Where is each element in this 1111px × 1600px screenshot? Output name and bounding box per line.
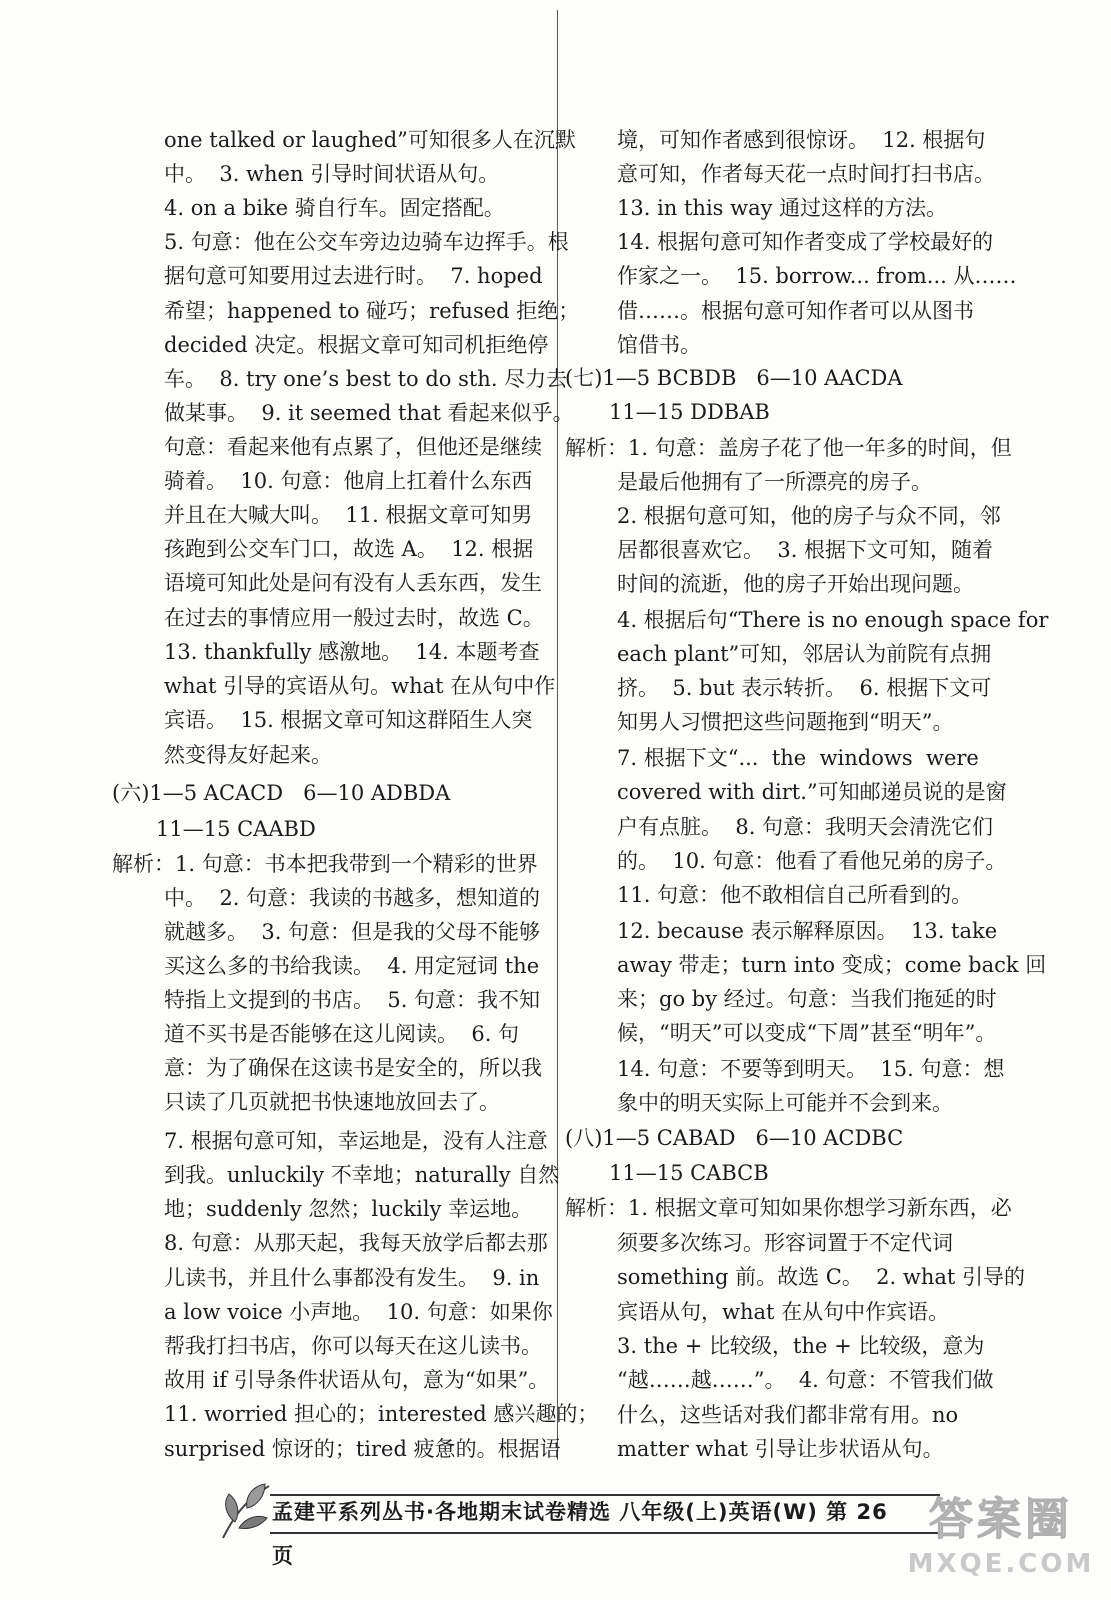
answer-line: 意：为了确保在这读书是安全的，所以我	[164, 1056, 542, 1080]
answer-line: a low voice 小声地。 10. 句意：如果你	[164, 1300, 553, 1324]
answer-line: 馆借书。	[617, 333, 701, 357]
answer-line: 孩跑到公交车门口，故选 A。 12. 根据	[164, 537, 534, 561]
answer-line: 做某事。 9. it seemed that 看起来似乎。	[164, 401, 574, 425]
answer-line: 在过去的事情应用一般过去时，故选 C。	[164, 606, 544, 630]
answer-line: 解析：1. 根据文章可知如果你想学习新东西，必	[565, 1196, 1012, 1220]
answer-line: 13. in this way 通过这样的方法。	[617, 196, 948, 220]
answer-line: 4. on a bike 骑自行车。固定搭配。	[164, 196, 505, 220]
answer-line: 解析：1. 句意：盖房子花了他一年多的时间，但	[565, 436, 1012, 460]
answer-line: 什么，这些话对我们都非常有用。no	[617, 1403, 959, 1427]
answer-line: 3. the + 比较级，the + 比较级，意为	[617, 1334, 985, 1358]
page-footer	[210, 1490, 910, 1568]
answer-line: 7. 根据句意可知，幸运地是，没有人注意	[164, 1129, 548, 1153]
answer-line: 特指上文提到的书店。 5. 句意：我不知	[164, 988, 541, 1012]
answer-line: 11—15 DDBAB	[609, 400, 770, 424]
answer-line: 知男人习惯把这些问题拖到“明天”。	[617, 710, 954, 734]
answer-line: 4. 根据后句“There is no enough space for	[617, 608, 1049, 632]
answer-line: 只读了几页就把书快速地放回去了。	[164, 1090, 500, 1114]
answer-line: 道不买书是否能够在这儿阅读。 6. 句	[164, 1022, 520, 1046]
column-divider	[557, 10, 558, 1460]
answer-line: decided 决定。根据文章可知司机拒绝停	[164, 333, 549, 357]
answer-line: 车。 8. try one’s best to do sth. 尽力去	[164, 367, 568, 391]
answer-line: 中。 2. 句意：我读的书越多，想知道的	[164, 886, 541, 910]
answer-line: 骑着。 10. 句意：他肩上扛着什么东西	[164, 469, 533, 493]
answer-line: covered with dirt.”可知邮递员说的是窗	[617, 780, 1007, 804]
answer-line: 就越多。 3. 句意：但是我的父母不能够	[164, 920, 541, 944]
answer-line: 来；go by 经过。句意：当我们拖延的时	[617, 987, 997, 1011]
answer-line: 宾语。 15. 根据文章可知这群陌生人突	[164, 708, 533, 732]
answer-line: 并且在大喊大叫。 11. 根据文章可知男	[164, 503, 533, 527]
answer-line: 7. 根据下文“... the windows were	[617, 746, 979, 770]
answer-line: 须要多次练习。形容词置于不定代词	[617, 1231, 953, 1255]
answer-line: 句意：看起来他有点累了，但他还是继续	[164, 435, 542, 459]
answer-line: 户有点脏。 8. 句意：我明天会清洗它们	[617, 815, 994, 839]
watermark	[903, 1492, 1099, 1592]
answer-line: 然变得友好起来。	[164, 743, 332, 767]
answer-line: something 前。故选 C。 2. what 引导的	[617, 1265, 1026, 1289]
answer-line: 8. 句意：从那天起，我每天放学后都去那	[164, 1231, 548, 1255]
answer-line: 作家之一。 15. borrow... from... 从……	[617, 264, 1017, 288]
answer-line: each plant”可知，邻居认为前院有点拥	[617, 642, 992, 666]
answer-line: 故用 if 引导条件状语从句，意为“如果”。	[164, 1368, 550, 1392]
answer-line: (八)1—5 CABAD 6—10 ACDBC	[565, 1126, 904, 1150]
answer-line: 11—15 CAABD	[156, 817, 316, 841]
answer-line: 是最后他拥有了一所漂亮的房子。	[617, 470, 932, 494]
answer-line: 宾语从句，what 在从句中作宾语。	[617, 1300, 950, 1324]
answer-line: matter what 引导让步状语从句。	[617, 1437, 944, 1461]
answer-line: what 引导的宾语从句。what 在从句中作	[164, 674, 556, 698]
answer-line: 居都很喜欢它。 3. 根据下文可知，随着	[617, 538, 994, 562]
answer-line: 候，“明天”可以变成“下周”甚至“明年”。	[617, 1021, 997, 1045]
footer-bottom-rule	[270, 1532, 940, 1534]
answer-line: 11. 句意：他不敢相信自己所看到的。	[617, 883, 973, 907]
answer-line: 2. 根据句意可知，他的房子与众不同，邻	[617, 504, 1001, 528]
answer-line: 11. worried 担心的；interested 感兴趣的；	[164, 1402, 599, 1426]
answer-line: 据句意可知要用过去进行时。 7. hoped	[164, 264, 543, 288]
answer-line: one talked or laughed”可知很多人在沉默	[164, 128, 576, 152]
answer-line: “越……越……”。 4. 句意：不管我们做	[617, 1368, 994, 1392]
answer-line: 的。 10. 句意：他看了看他兄弟的房子。	[617, 849, 1007, 873]
answer-line: 13. thankfully 感激地。 14. 本题考查	[164, 640, 540, 664]
footer-text: 孟建平系列丛书·各地期末试卷精选 八年级(上)英语(W) 第 26 页	[272, 1500, 888, 1568]
answer-line: (七)1—5 BCBDB 6—10 AACDA	[565, 366, 903, 390]
answer-line: 挤。 5. but 表示转折。 6. 根据下文可	[617, 676, 992, 700]
answer-line: 买这么多的书给我读。 4. 用定冠词 the	[164, 954, 540, 978]
answer-line: 14. 根据句意可知作者变成了学校最好的	[617, 230, 994, 254]
answer-line: 希望；happened to 碰巧；refused 拒绝；	[164, 299, 580, 323]
answer-line: 到我。unluckily 不幸地；naturally 自然	[164, 1163, 560, 1187]
answer-line: 5. 句意：他在公交车旁边边骑车边挥手。根	[164, 230, 569, 254]
answer-line: (六)1—5 ACACD 6—10 ADBDA	[112, 781, 451, 805]
answer-line: 时间的流逝，他的房子开始出现问题。	[617, 572, 974, 596]
answer-line: 地；suddenly 忽然；luckily 幸运地。	[164, 1197, 533, 1221]
answer-line: 12. because 表示解释原因。 13. take	[617, 919, 998, 943]
answer-line: 语境可知此处是问有没有人丢东西，发生	[164, 571, 542, 595]
answer-line: 儿读书，并且什么事都没有发生。 9. in	[164, 1266, 540, 1290]
answer-line: 14. 句意：不要等到明天。 15. 句意：想	[617, 1057, 1005, 1081]
answer-line: 借……。根据句意可知作者可以从图书	[617, 299, 974, 323]
answer-line: surprised 惊讶的；tired 疲惫的。根据语	[164, 1437, 561, 1461]
answer-line: 意可知，作者每天花一点时间打扫书店。	[617, 162, 995, 186]
watermark-title: 答案圈	[929, 1494, 1073, 1545]
answer-line: away 带走；turn into 变成；come back 回	[617, 953, 1047, 977]
answer-line: 帮我打扫书店，你可以每天在这儿读书。	[164, 1334, 542, 1358]
answer-line: 境，可知作者感到很惊讶。 12. 根据句	[617, 128, 986, 152]
answer-line: 象中的明天实际上可能并不会到来。	[617, 1091, 953, 1115]
answer-line: 中。 3. when 引导时间状语从句。	[164, 162, 500, 186]
watermark-url: MXQE.COM	[907, 1549, 1095, 1579]
answer-line: 解析：1. 句意：书本把我带到一个精彩的世界	[112, 852, 538, 876]
answer-line: 11—15 CABCB	[609, 1161, 769, 1185]
